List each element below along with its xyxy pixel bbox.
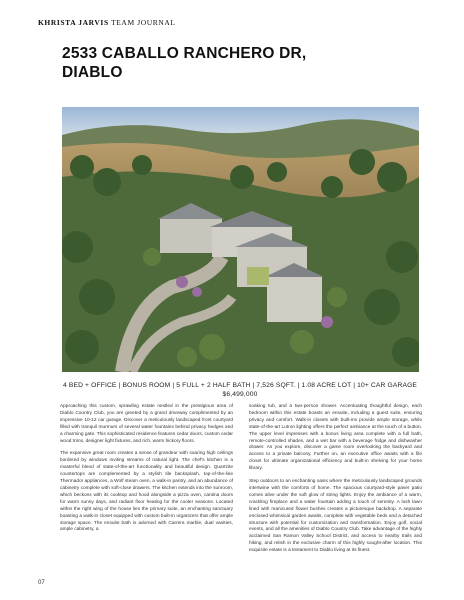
description-column-right — [249, 404, 422, 580]
paragraph: The expansive great room creates a sense of grandeur with soaring high ceilings bordered by windows inviting streams of natural light. The chef's kitchen is a masterful blend of state-of-the-art functionality and beautiful design. Quartzite countertops are complemented by a stylish tile backsplash, top-of-the-line Thermador appliances, a Wolf steam oven, a walk-in pantry, and an abundance of cabinetry complete with soft-close drawers. The kitchen extends into the sunroom, which beckons with its cooktop and hood alongside a pizza oven, cantina doors for warm sunny days, and radiant floor heating for the cooler seasons. Located within the right wing of the house lies the primary suite, an enchanting sanctuary boasting a walk-in closet equipped with custom built-in organizers that offer ample storage space. The ensuite bath is adorned with Carrera marble, dual vanities, ample cabinetry, a — [60, 451, 233, 533]
estate-aerial-photo — [62, 107, 419, 372]
description-columns — [60, 404, 422, 580]
page-title — [62, 44, 402, 82]
paragraph: Step outdoors to an enchanting oasis where the meticulously landscaped grounds intertwine with the comforts of home. The spacious courtyard-style paver patio comes alive under the soft glow of string lights. Enjoy the ambiance of a warm, crackling fireplace and a water fountain adding a touch of serenity. A lush lawn lined with manicured flower bushes creates a picturesque backdrop. A separate enclosed whimsical garden awaits, complete with vegetable beds and a detached structure with potential for customization and transformation. Enjoy golf, social events, and all the amenities of Diablo Country Club. Take advantage of the highly acclaimed San Ramon Valley School District, and access to nearby trails and hiking, and relish in the exclusive charm of this highly sought-after location. This exquisite estate is a testament to Diablo living at its finest. — [249, 479, 422, 554]
brand-subtitle: TEAM JOURNAL — [108, 18, 176, 27]
property-specs — [40, 381, 440, 399]
paragraph: soaking tub, and a two-person shower. Accentuating thoughtful design, each bedroom within this estate boasts an ensuite, including a guest suite, ensuring privacy and comfort. Walk-in closets with built-ins provide ample storage, while state-of-the-art Lutron lighting offers the perfect ambiance at the touch of a button. The upper level impresses with a bonus living area complete with a full bath, remote-controlled shades, and a wet bar with a beverage fridge and dishwasher drawer. As you explore, discover a game room overlooking the backyard and access to a private balcony. Further on, an executive office awaits with a file closet for ultimate organizational efficiency and built-in shelving for your home library. — [249, 404, 422, 472]
paragraph: Approaching this custom, sprawling estate nestled in the prestigious area of Diablo Country Club, you are greeted by a grand driveway complimented by an impressive 10-12 car garage. Discover a meticulously landscaped front courtyard filled with tranquil murmurs of several water fountains behind privacy hedges and a charming gate. This sophisticated residence features cedar doors, custom cedar wood trims, designer light fixtures, and rich, warm hickory floors. — [60, 404, 233, 444]
price: $6,499,000 — [222, 391, 258, 398]
page-number: 07 — [38, 580, 45, 586]
journal-header — [38, 18, 176, 27]
estate-aerial-illustration — [62, 107, 419, 372]
brand-name: KHRISTA JARVIS — [38, 18, 109, 27]
title-line-1: 2533 CABALLO RANCHERO DR, — [62, 45, 307, 62]
specs-line: 4 BED + OFFICE | BONUS ROOM | 5 FULL + 2 HALF BATH | 7,526 SQFT. | 1.08 ACRE LOT | 10+ CAR GARAGE — [62, 382, 418, 389]
description-column-left — [60, 404, 233, 580]
title-line-2: DIABLO — [62, 64, 123, 81]
